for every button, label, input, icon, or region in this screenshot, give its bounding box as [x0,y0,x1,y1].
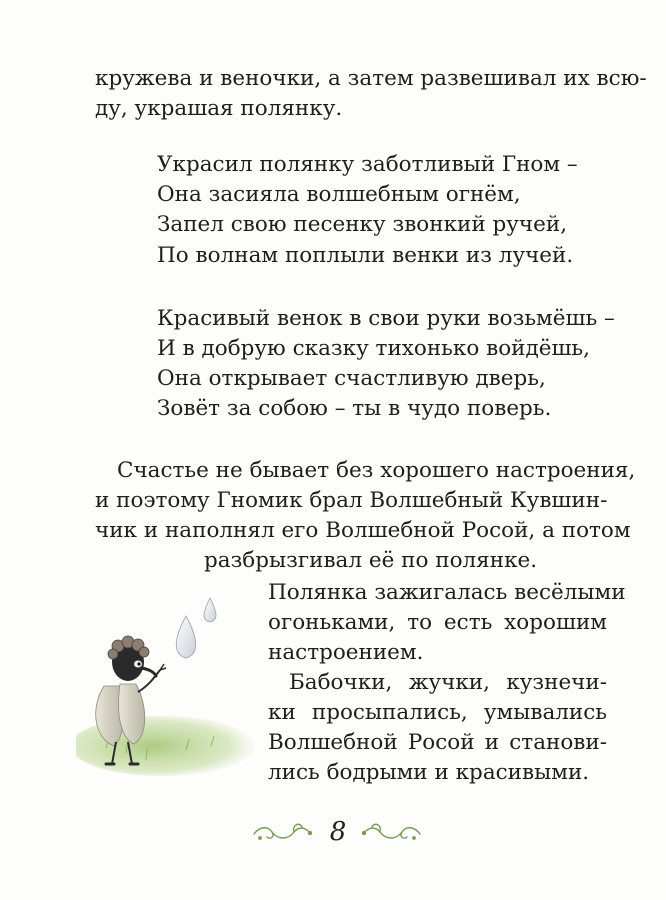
dew-drop-icon [204,598,216,622]
text-line: настроением. [268,640,424,665]
dew-drop-icon [176,616,196,658]
gnome-illustration [76,588,256,778]
text-line: Бабочки, жучки, кузнечи- [289,670,607,695]
text-line: чик и наполнял его Волшебной Росой, а потом [95,518,631,543]
poem-line: Она засияла волшебным огнём, [157,182,521,207]
text-line: лись бодрыми и красивыми. [268,760,590,785]
swirl-ornament-left-icon [252,818,314,846]
text-line: Волшебной Росой и станови- [268,730,607,755]
text-line: огоньками, то есть хорошим [268,610,607,635]
poem-line: Зовёт за собою – ты в чудо поверь. [157,396,552,421]
poem-line: Она открывает счастливую дверь, [157,366,546,391]
swirl-ornament-right-icon [360,818,422,846]
poem-line: Украсил полянку заботливый Гном – [157,152,578,177]
page-number: 8 [329,817,347,847]
text-line: Счастье не бывает без хорошего настроения, [117,458,636,483]
page-footer [252,812,422,852]
poem-line: И в добрую сказку тихонько войдёшь, [157,336,590,361]
poem-line: По волнам поплыли венки из лучей. [157,243,574,268]
poem-line: Красивый венок в свои руки возьмёшь – [157,306,615,331]
poem-line: Запел свою песенку звонкий ручей, [157,212,568,237]
text-line: ду, украшая полянку. [95,96,343,121]
text-line: кружева и веночки, а затем развешивал их всю- [95,66,647,91]
text-line: Полянка зажигалась весёлыми [268,580,626,605]
text-line: ки просыпались, умывались [268,700,607,725]
text-line: разбрызгивал её по полянке. [204,548,538,573]
text-line: и поэтому Гномик брал Волшебный Кувшин- [95,488,608,513]
